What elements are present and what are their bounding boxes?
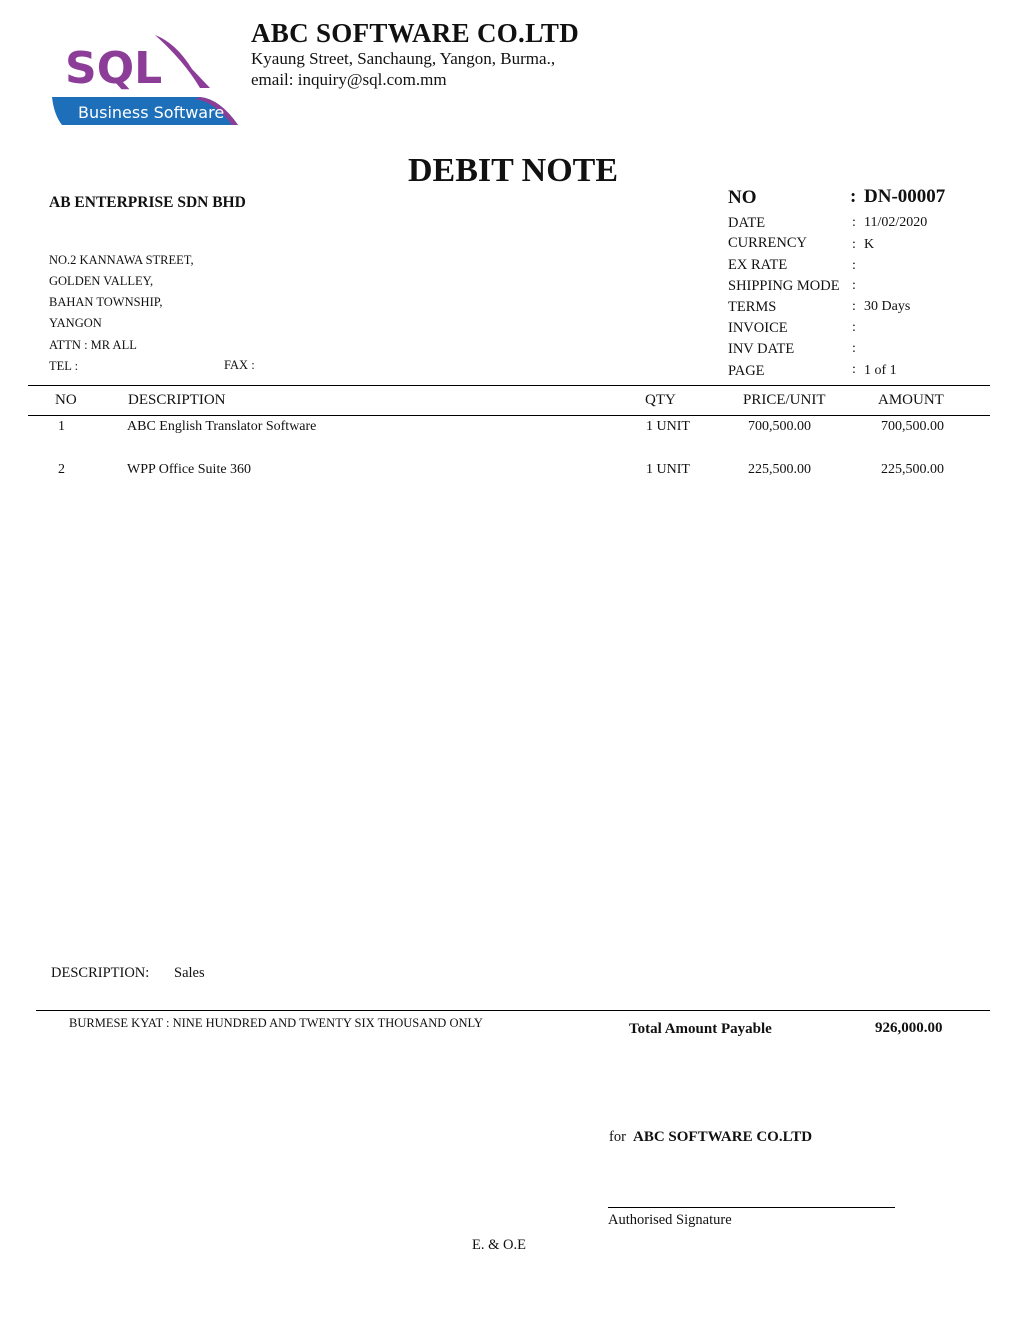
signature-label: Authorised Signature: [608, 1212, 732, 1228]
meta-terms-label: TERMS: [728, 299, 777, 315]
footer-rule: [36, 1010, 990, 1011]
total-label: Total Amount Payable: [629, 1021, 772, 1037]
customer-name: AB ENTERPRISE SDN BHD: [49, 194, 246, 211]
row-description: ABC English Translator Software: [127, 419, 317, 434]
customer-attn: ATTN : MR ALL: [49, 338, 137, 352]
doc-number-value: DN-00007: [864, 186, 946, 207]
table-top-rule: [28, 385, 990, 386]
meta-currency-label: CURRENCY: [728, 235, 807, 251]
col-header-amount: AMOUNT: [878, 392, 944, 408]
meta-invdate-label: INV DATE: [728, 341, 795, 357]
col-header-no: NO: [55, 392, 77, 408]
amount-in-words: BURMESE KYAT : NINE HUNDRED AND TWENTY SIX THOUSAND ONLY: [69, 1016, 483, 1030]
meta-colon: :: [852, 215, 856, 230]
company-name: ABC SOFTWARE CO.LTD: [251, 18, 580, 48]
meta-colon: :: [852, 278, 856, 293]
company-address: Kyaung Street, Sanchaung, Yangon, Burma.,: [251, 49, 556, 68]
col-header-price: PRICE/UNIT: [743, 392, 826, 408]
meta-exrate-label: EX RATE: [728, 257, 788, 273]
meta-shipping-label: SHIPPING MODE: [728, 278, 840, 294]
customer-tel-label: TEL :: [49, 359, 79, 373]
row-description: WPP Office Suite 360: [127, 462, 252, 477]
row-price: 700,500.00: [748, 419, 811, 434]
meta-colon: :: [852, 320, 856, 335]
document-title: DEBIT NOTE: [407, 152, 619, 189]
row-price: 225,500.00: [748, 462, 811, 477]
row-no: 1: [58, 419, 65, 434]
row-amount: 700,500.00: [881, 419, 944, 434]
company-logo: [50, 33, 240, 128]
for-label: for: [609, 1129, 626, 1145]
eoe-note: E. & O.E: [472, 1237, 526, 1253]
doc-number-label: NO: [728, 187, 757, 208]
svg-text:Business Software: Business Software: [78, 103, 225, 122]
meta-terms-value: 30 Days: [864, 299, 911, 314]
meta-colon: :: [852, 341, 856, 356]
row-qty: 1 UNIT: [646, 462, 690, 477]
total-value: 926,000.00: [875, 1020, 943, 1036]
meta-colon: :: [850, 186, 857, 207]
customer-address-line: YANGON: [49, 316, 102, 330]
meta-currency-value: K: [864, 237, 875, 252]
col-header-description: DESCRIPTION: [128, 392, 226, 408]
description-value: Sales: [174, 965, 205, 981]
table-header-rule: [28, 415, 990, 416]
col-header-qty: QTY: [645, 392, 676, 408]
customer-fax-label: FAX :: [224, 358, 255, 372]
meta-colon: :: [852, 362, 856, 377]
meta-date-value: 11/02/2020: [864, 215, 928, 230]
customer-address-line: GOLDEN VALLEY,: [49, 274, 154, 288]
meta-colon: :: [852, 299, 856, 314]
svg-text:SQL: SQL: [65, 43, 163, 94]
meta-invoice-label: INVOICE: [728, 320, 788, 336]
for-company: ABC SOFTWARE CO.LTD: [633, 1129, 813, 1145]
meta-colon: :: [852, 237, 856, 252]
customer-address-line: BAHAN TOWNSHIP,: [49, 295, 163, 309]
meta-page-value: 1 of 1: [864, 363, 897, 378]
company-email: email: inquiry@sql.com.mm: [251, 70, 447, 89]
row-qty: 1 UNIT: [646, 419, 690, 434]
row-amount: 225,500.00: [881, 462, 944, 477]
sql-logo-icon: [50, 33, 240, 128]
meta-colon: :: [852, 258, 856, 273]
description-label: DESCRIPTION:: [51, 965, 150, 981]
signature-line: [608, 1207, 895, 1208]
customer-address-line: NO.2 KANNAWA STREET,: [49, 253, 194, 267]
row-no: 2: [58, 462, 65, 477]
meta-date-label: DATE: [728, 215, 766, 231]
meta-page-label: PAGE: [728, 363, 765, 379]
